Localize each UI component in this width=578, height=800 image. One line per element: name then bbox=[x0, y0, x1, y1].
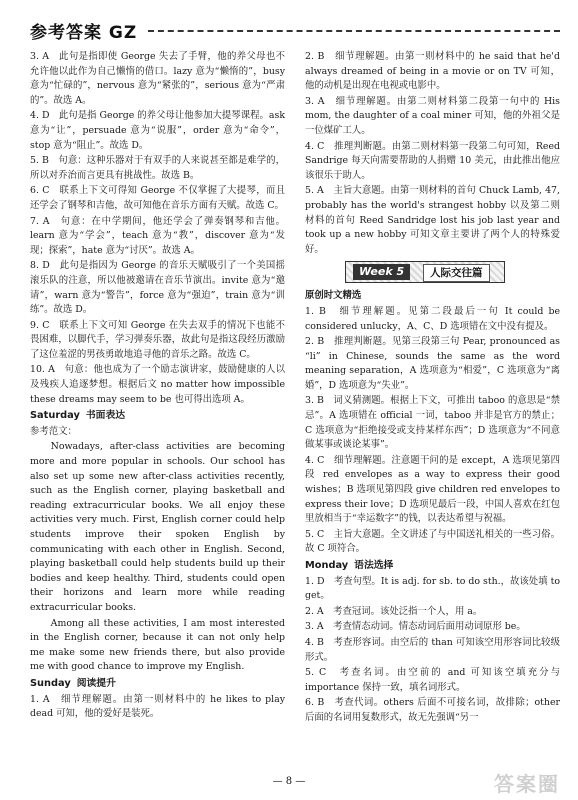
header-divider bbox=[148, 30, 560, 32]
answer-item: 9. C 联系上下文可知 George 在失去双手的情况下也能不畏困难，以脚代手，学习弹奏乐器，故此句是指这段经历激励了这位羞涩的男孩勇敢地追寻他的音乐之路。故选 C。 bbox=[30, 319, 285, 360]
answer-item: 6. B 考查代词。others 后面不可接名词，故排除；other 后面的名词用复数形式，故无先强调“另一 bbox=[305, 697, 560, 723]
answer-item: 5. C 考查名词。由空前的 and 可知该空填充分与 importance 保持一致，填名词形式。 bbox=[305, 667, 560, 693]
answer-item: 3. A 此句是指即使 George 失去了手臂，他的养父母也不允许他以此作为自己懒惰的借口。lazy 意为“懒惰的”，busy 意为“忙碌的”，nervous 意为“紧张的”，serious 意为“严肃的”。故选 A。 bbox=[30, 51, 285, 106]
essay-paragraph: Among all these activities, I am most interested in the English corner, because it can not only help me make some new friends there, but also provide me with good chance to improve my English. bbox=[30, 617, 285, 673]
section-day: Sunday bbox=[30, 677, 71, 689]
answer-item: 1. A 细节理解题。由第一则材料中的 he likes to play dead 可知，他的爱好是装死。 bbox=[30, 693, 285, 720]
answer-item: 3. B 词义猜测题。根据上下文，可推出 taboo 的意思是“禁忌”。A 选项错在 official 一词，taboo 并非是官方的禁止；C 选项意为“拒绝接受或支持某样东西”；D 选项意为“不同意做某事或谈论某事”。 bbox=[305, 395, 560, 451]
section-title: 阅读提升 bbox=[76, 677, 116, 689]
essay-paragraph: Nowadays, after-class activities are becoming more and more popular in schools. Our school has also set up some new after-class activities recently, such as the English corner, playing basketball and reading extracurricular books. We all enjoy these activities very much. First, English corner could help students improve their spoken English by communicating with each other in English. Second, playing basketball could help students build up their bodies and keep healthy. Third, students could open their horizons and learn more while reading extracurricular books. bbox=[30, 441, 285, 613]
section-day: Saturday bbox=[30, 410, 80, 422]
answer-item: 2. B 细节理解题。由第一则材料中的 he said that he'd always dreamed of being in a movie or on TV 可知，他的动机是出现在电视或电影中。 bbox=[305, 51, 560, 92]
right-column bbox=[305, 50, 560, 727]
answer-item: 1. B 细节理解题。见第二段最后一句 It could be considered unlucky，A、C、D 选项错在文中没有提及。 bbox=[305, 305, 560, 332]
page-header bbox=[30, 14, 560, 44]
answer-item: 7. A 句意：在中学期间，他还学会了弹奏钢琴和吉他。learn 意为“学会”，teach 意为“教”，discover 意为“发现；探索”，hate 意为“讨厌”。故选 A。 bbox=[30, 215, 285, 256]
section-day: Monday bbox=[305, 560, 349, 571]
left-column bbox=[30, 50, 285, 723]
answer-item: 5. C 主旨大意题。全文讲述了与中国送礼相关的一些习俗。故 C 项符合。 bbox=[305, 528, 560, 555]
banner-topic-label: 人际交往篇 bbox=[423, 264, 490, 282]
banner-week-label: Week 5 bbox=[353, 264, 410, 280]
watermark-logo: 答案圈 bbox=[494, 772, 560, 796]
answer-item: 5. A 主旨大意题。由第一则材料的首句 Chuck Lamb, 47, probably has the world's strangest hobby 以及第二则材料的首句 Reed Sandridge lost his job last year and took up a new hobby 可知文章主要讲了两个人的特殊爱好。 bbox=[305, 185, 560, 255]
answer-item: 6. C 联系上下文可得知 George 不仅掌握了大提琴，而且还学会了钢琴和吉他，故可知他在音乐方面有天赋。故选 C。 bbox=[30, 185, 285, 211]
section-title: 语法选择 bbox=[354, 560, 394, 571]
week-banner bbox=[345, 261, 505, 285]
section-title-friday: 原创时文精选 bbox=[305, 290, 362, 302]
sample-label: 参考范文： bbox=[30, 425, 77, 437]
section-heading-monday bbox=[305, 559, 560, 574]
answer-item: 4. D 此句是指 George 的养父母让他参加大提琴课程。ask 意为“让”，persuade 意为“说服”，order 意为“命令”，stop 意为“阻止”。故选 D。 bbox=[30, 110, 285, 151]
answer-item: 4. C 推理判断题。由第二则材料第一段第二句可知，Reed Sandrige 每天向需要帮助的人捐赠 10 美元，由此推出他应该很乐于助人。 bbox=[305, 140, 560, 181]
section-heading-saturday bbox=[30, 409, 285, 424]
answer-item: 3. A 细节理解题。由第二则材料第二段第一句中的 His mom, the daughter of a coal miner 可知，他的外祖父是一位煤矿工人。 bbox=[305, 95, 560, 136]
answer-item: 3. A 考查情态动词。情态动词后面用动词原形 be。 bbox=[305, 621, 526, 633]
answer-item: 8. D 此句是指因为 George 的音乐天赋吸引了一个美国摇滚乐队的注意，所以他被邀请在音乐节演出。invite 意为“邀请”，warn 意为“警告”，force 意为“强迫”，train 意为“训练”。故选 D。 bbox=[30, 260, 285, 316]
answer-item: 10. A 句意：他也成为了一个励志演讲家，鼓励健康的人以及残疾人追逐梦想。根据后文 no matter how impossible these dreams may seem to be 也可得出选项 A。 bbox=[30, 364, 285, 405]
section-title: 书面表达 bbox=[85, 410, 126, 422]
answer-item: 5. B 句意：这种乐器对于有双手的人来说甚至都是难学的，所以对乔治而言更具有挑战性。故选 B。 bbox=[30, 155, 285, 181]
section-heading-sunday bbox=[30, 677, 285, 692]
answer-item: 4. B 考查形容词。由空后的 than 可知该空用形容词比较级形式。 bbox=[305, 636, 560, 663]
header-title: 参考答案 GZ bbox=[30, 23, 138, 43]
answer-item: 1. D 考查句型。It is adj. for sb. to do sth.，故该处填 to get。 bbox=[305, 575, 560, 602]
page-number: — 8 — bbox=[272, 776, 306, 787]
answer-item: 2. B 推理判断题。见第三段第三句 Pear, pronounced as “li” in Chinese, sounds the same as the word meaning separation，A 选项意为“相爱”，C 选项意为“离婚”，D 选项意为“失业”。 bbox=[305, 336, 560, 391]
answer-item: 2. A 考查冠词。该处泛指一个人，用 a。 bbox=[305, 605, 483, 617]
answer-item: 4. C 细节理解题。注意题干问的是 except，A 选项见第四段 red envelopes as a way to express their good wishes；B 选项见第四段 give children red envelopes to express their love；D 选项见最后一段，中国人喜欢在红包里放相当于“幸运数字”的钱，以表达希望与祝福。 bbox=[305, 454, 560, 525]
